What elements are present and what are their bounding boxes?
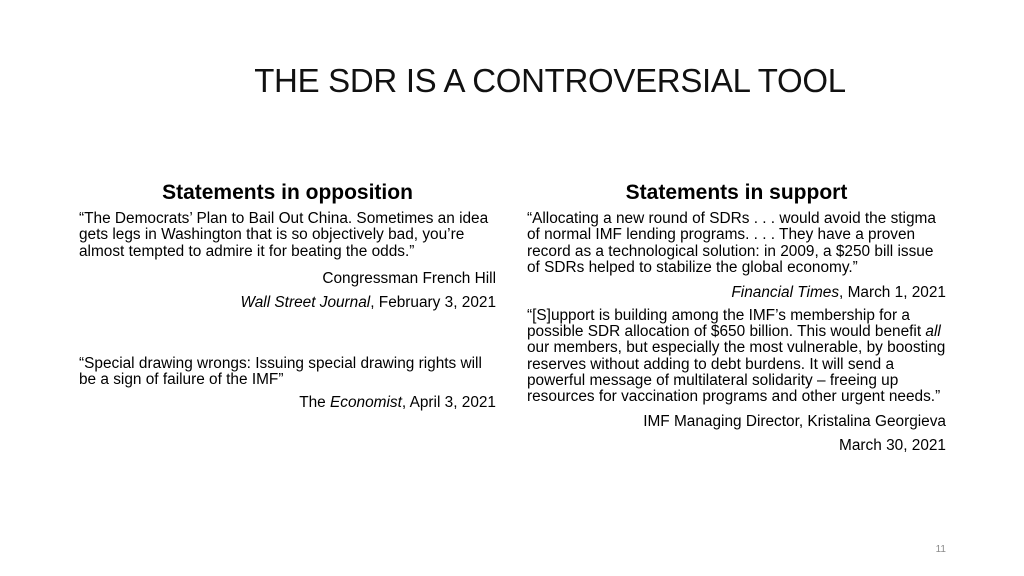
support-heading: Statements in support bbox=[625, 181, 848, 204]
support-quote-2-speaker: IMF Managing Director, Kristalina Georgieva bbox=[643, 413, 946, 431]
opposition-quote-2: “Special drawing wrongs: Issuing special drawing rights will be a sign of failure of the IMF” bbox=[79, 354, 482, 388]
opposition-quote-1-source: Wall Street Journal bbox=[240, 293, 371, 311]
opposition-quote-1-citation bbox=[79, 294, 496, 312]
support-column bbox=[527, 180, 946, 455]
opposition-quote-2-source-prefix: The bbox=[299, 394, 331, 412]
support-quote-1-source: Financial Times bbox=[731, 284, 840, 301]
support-quote-1-date: , March 1, 2021 bbox=[839, 284, 946, 301]
opposition-quote-2-source: Economist bbox=[330, 394, 402, 412]
support-quote-1-citation bbox=[527, 284, 946, 302]
support-quote-2-emphasis: all bbox=[925, 323, 941, 341]
support-quote-2 bbox=[527, 308, 946, 405]
support-quote-2-date: March 30, 2021 bbox=[839, 437, 946, 455]
opposition-column bbox=[79, 180, 496, 412]
opposition-quote-1: “The Democrats’ Plan to Bail Out China. Sometimes an idea gets legs in Washington that is so objectively bad, you’re almost tempted to admire it for beating the odds.” bbox=[79, 210, 489, 260]
opposition-quote-2-citation bbox=[79, 394, 496, 412]
opposition-quote-1-speaker: Congressman French Hill bbox=[322, 269, 496, 287]
page-number: 11 bbox=[935, 544, 946, 555]
support-quote-1: “Allocating a new round of SDRs . . . would avoid the stigma of normal IMF lending programs. . . . They have a proven record as a technological solution: in 2009, a $250 bill issue of SDRs helped to stabilize the global economy.” bbox=[527, 210, 936, 276]
opposition-heading: Statements in opposition bbox=[162, 181, 413, 204]
opposition-quote-2-date: , April 3, 2021 bbox=[401, 394, 496, 412]
support-quote-2-text-after: our members, but especially the most vulnerable, by boosting reserves without adding to debt burdens. It will send a powerful message of multilateral solidarity – freeing up resources for vaccination programs and other urgent needs.” bbox=[527, 339, 946, 406]
support-quote-2-text-before: “[S]upport is building among the IMF’s membership for a possible SDR allocation of $650 billion. This would benefit bbox=[527, 307, 926, 341]
opposition-quote-1-date: , February 3, 2021 bbox=[370, 293, 496, 311]
slide-title: THE SDR IS A CONTROVERSIAL TOOL bbox=[254, 62, 846, 99]
